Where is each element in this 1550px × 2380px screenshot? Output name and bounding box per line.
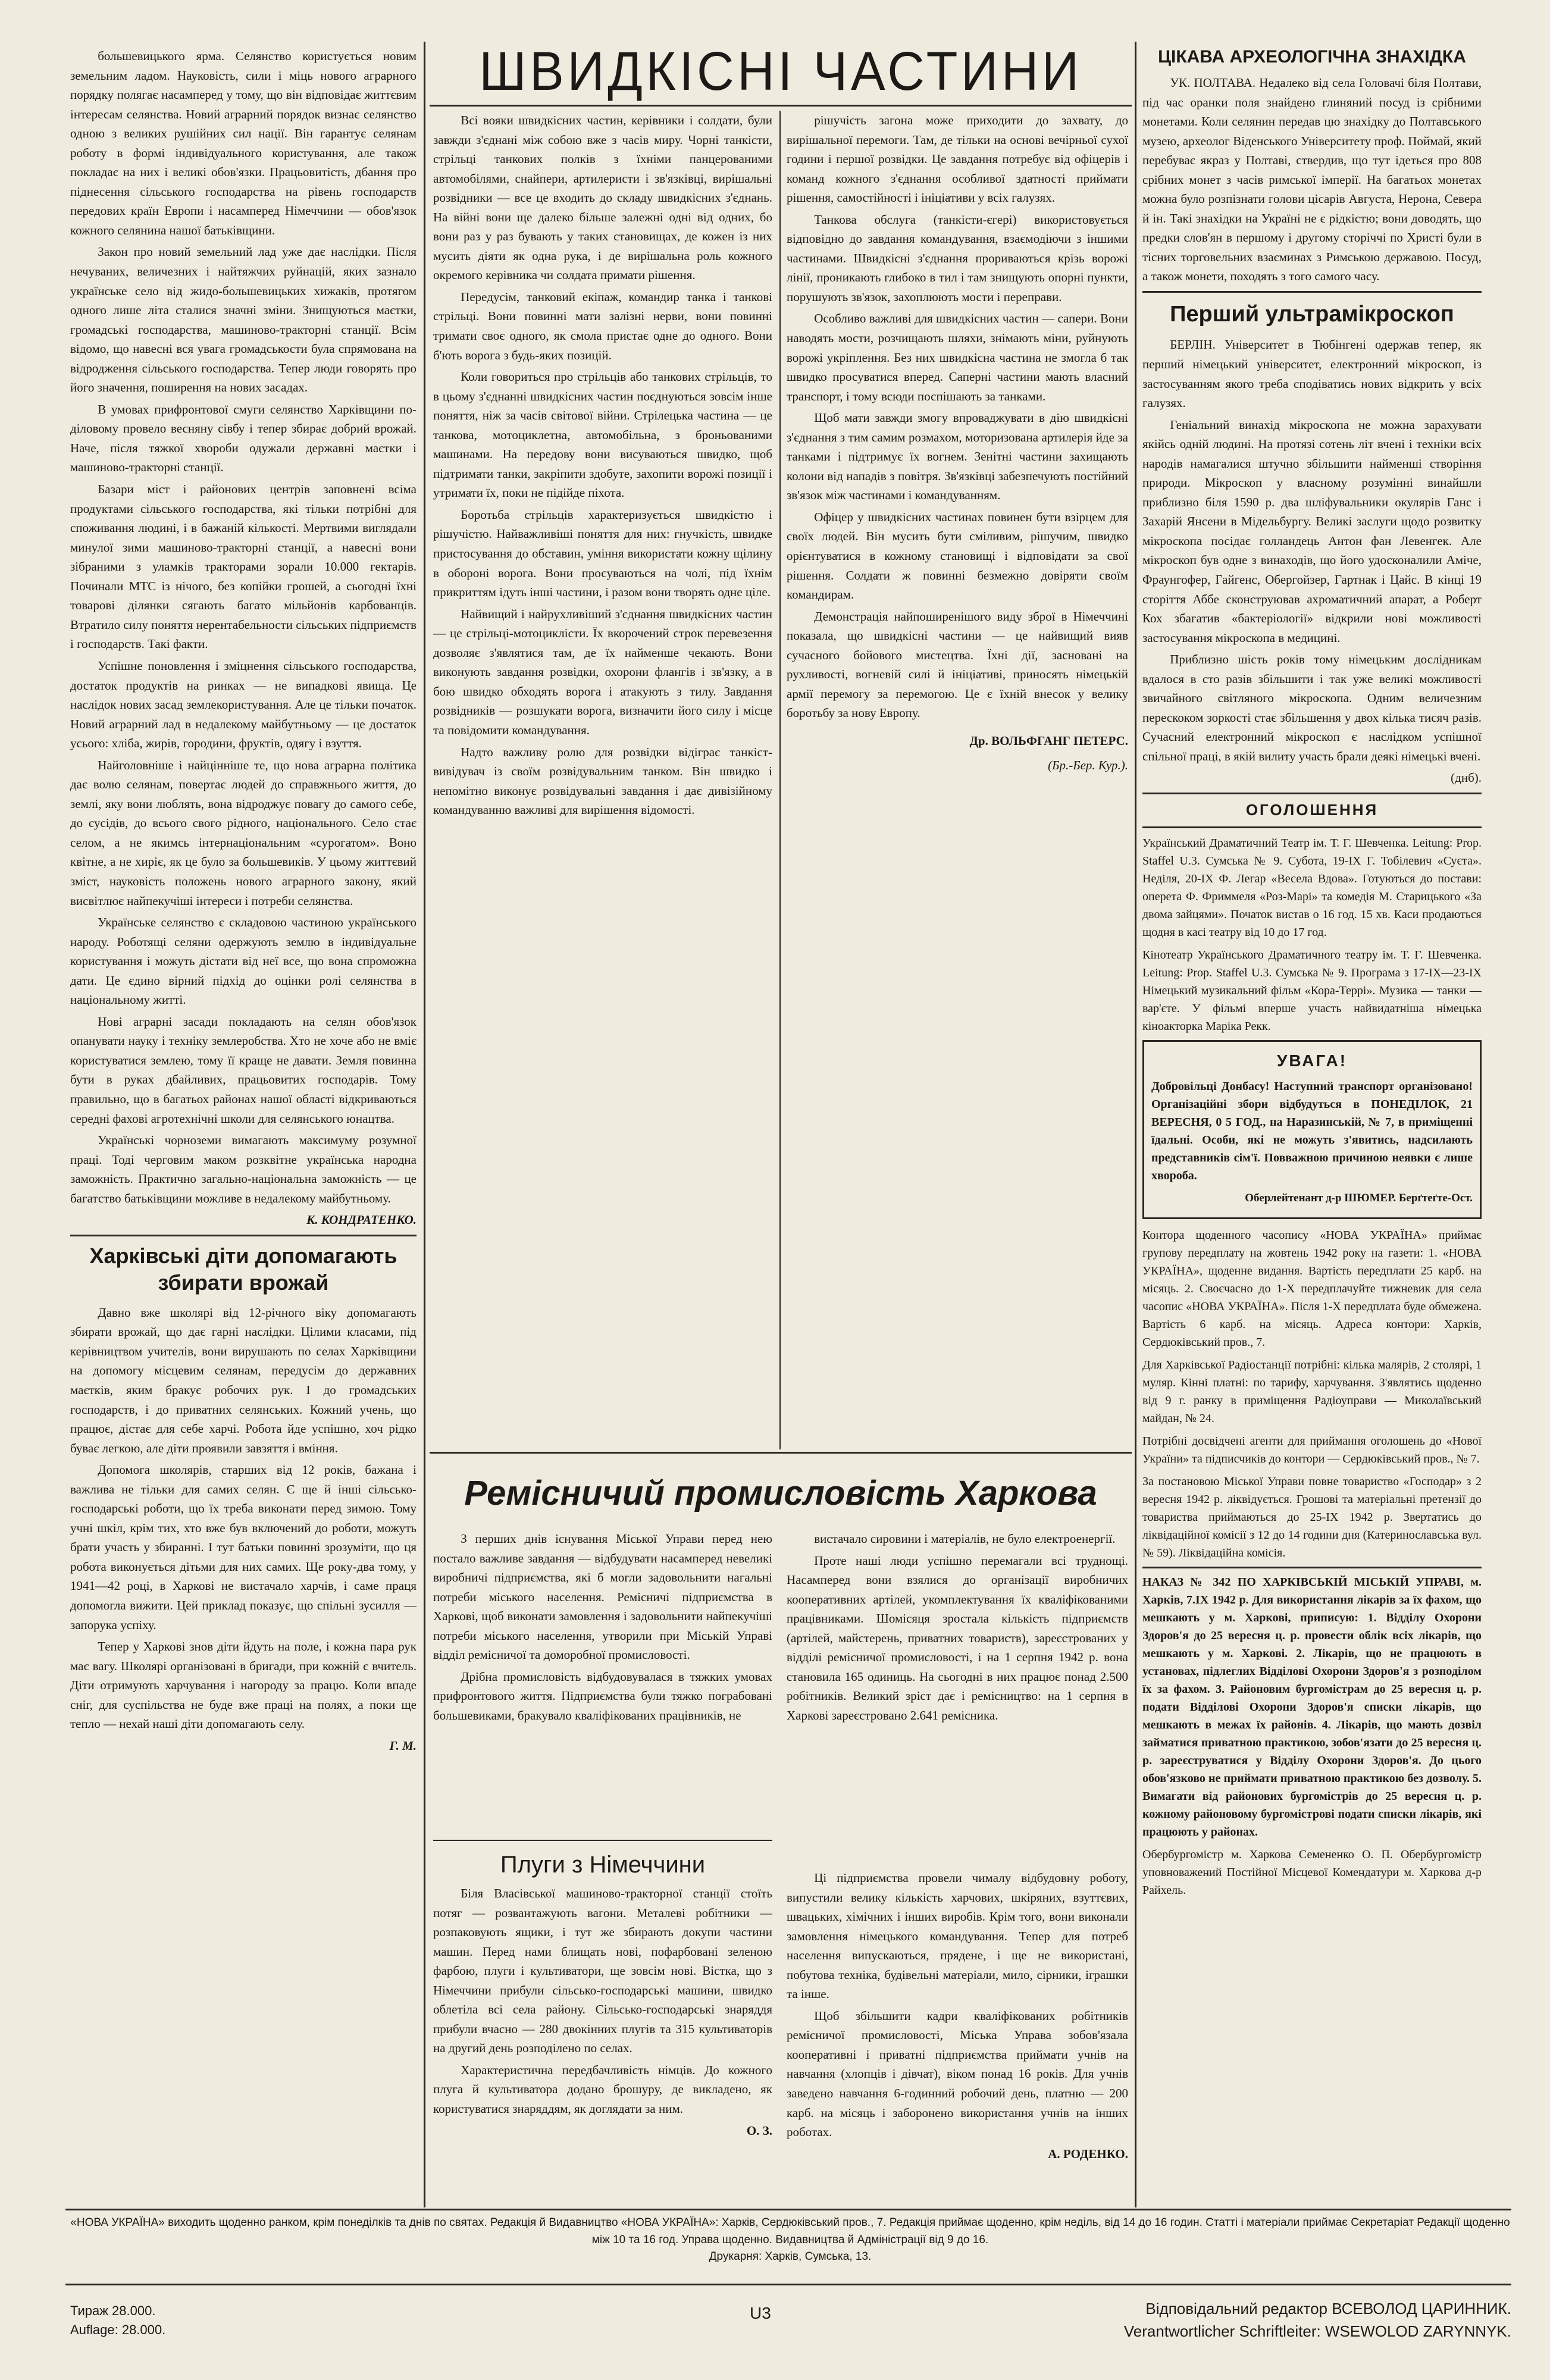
paragraph: Приблизно шість років тому німецьким дослідникам вдалося в сто разів збільшити і так уже великі можливості звичайного світляного мікроскопа. Одним величезним перескоком зоркості стає збільшення у двох кілька тисяч разів. Сучасний електронний мікроскоп є наслідком успішної спільної праці, в якій вилиту участь брали деякі німецькі вчені. (1142, 652, 1482, 763)
paragraph: Передусім, танковий екіпаж, командир танка і танкові стрільці. Вони повинні мати залізні нерви, вони повинні тримати своє одного, як смола пристає одне до одного. Вони б'ють ворога з будь-яких позицій. (433, 289, 772, 362)
agrarian-article-signature: К. КОНДРАТЕНКО. (306, 1213, 417, 1227)
publisher-info (70, 2215, 1510, 2266)
fast-units-signature: Др. ВОЛЬФГАНГ ПЕТЕРС. (969, 733, 1128, 748)
crafts-signature: А. РОДЕНКО. (1048, 2146, 1128, 2161)
paragraph: Успішне поновлення і зміцнення сільського господарства, достаток продуктів на ринках — не випадкові явища. Це наслідок нових засад землекористування. Але це тільки початок. Новий аграрний лад в недалекому майбутньому — це достаток усього: хліба, жирів, городини, фруктів, одягу і взуття. (70, 658, 417, 751)
plows-signature: О. З. (746, 2123, 772, 2138)
fast-units-source: (Бр.-Бер. Кур.). (1048, 757, 1128, 772)
paragraph: большевицького ярма. Селянство користується новим земельним ладом. Науковість, сили і міць нового аграрного порядку полягає насамперед у тому, що він відповідає життєвим інтересам селянства. Новий аграрний порядок визнає селянство одною з великих рушійних сил нації. Він гарантує селянам роботу в формі індивідуального користування, але також покладає на них і великі обов'язки. Працьовитість, дбання про піднесення сільського господарства на рівень господарств передових країн Европи і насамперед Німеччини — обов'язок кожного селянина нашої батьківщини. (70, 49, 417, 237)
children-article-title: Харківські діти допомагають збирати врожай (89, 1243, 397, 1295)
plows-article-title: Плуги з Німеччини (500, 1852, 706, 1878)
paragraph: Щоб мати завжди змогу впроваджувати в дію швидкісні з'єднання з тим самим розмахом, моторизована артилерія йде за танками і підтримує їх вогнем. Зенітні частини захищають колони від нападів з повітря. Зв'язківці забезпечують постійний зв'язок між частинами і командуванням. (787, 411, 1128, 503)
paragraph: Боротьба стрільців характеризується швидкістю і рішучістю. Найважливіші поняття для них: гнучкість, швидке пристосування до обставин, уміння використати кожну щілину в обороні ворога. Вони просуваються на чолі, під їхнім прикриттям ідуть інші частини, і разом вони творять одне ціле. (433, 507, 772, 600)
editor: Відповідальний редактор ВСЕВОЛОД ЦАРИННИК. (1145, 2300, 1511, 2318)
crafts-part2 (787, 1529, 1128, 1725)
agrarian-article (70, 46, 417, 1208)
printing-house: Друкарня: Харків, Сумська, 13. (709, 2250, 872, 2263)
notice-signature: Оберлейтенант д-р ШЮМЕР. Берґтеґте-Ост. (1245, 1191, 1473, 1204)
microscope-article (1142, 335, 1482, 766)
divider (1142, 826, 1482, 828)
footer-rule (65, 2209, 1511, 2210)
print-mark: U3 (750, 2304, 771, 2322)
paragraph: Геніальний винахід мікроскопа не можна зарахувати якійсь одній людині. На протязі сотень літ вчені і техніки всіх народів намагалися штучно збільшити найменші створіння природи. Мікроскоп у власному розумінні винайшли приблизно біля 1590 р. два шліфувальники окулярів Ганс і Захарій Янсени в Мідельбургу. Великі заслуги щодо розвитку мікроскопа посідає голландець Антон фан Левенгек. Але мікроскоп був одне з винаходів, що його удосконалили Аміче, Фраунгофер, Гайгенс, Обергойзер, Гартнак і Цайс. В кінці 19 сторіття Аббе сконструював ахроматичний апарат, а Роберт Кох збагатив «бактеріології» відкрили нові можливості застосування мікроскопа в медицині. (1142, 417, 1482, 645)
section-rule (430, 1452, 1132, 1454)
paragraph: Найвищий і найрухливіший з'єднання швидкісних частин — це стрільці-мотоциклісти. Їх вкорочений строк перевезення дозволяє з'являтися там, де їх найменше чекають. Вони виконують завдання розвідки, охорони флангів і зв'язку, а в бою швидко обходять ворога і атакують з тилу. Завдання розвідників — розшукати ворога, визначити його силу і місце та повідомити командування. (433, 606, 772, 737)
children-article-signature: Г. М. (389, 1738, 417, 1753)
column-rule (1135, 42, 1136, 2207)
announcement: Кінотеатр Українського Драматичного театру ім. Т. Г. Шевченка. Leitung: Prop. Staffel U.3. Сумська № 9. Програма з 17-IX—23-IX Німецький музикальний фільм «Кора-Террі». Музика — танки — вар'єте. У фільмі вперше участь найвидатніша німецька кіноакторка Маріка Рекк. (1142, 948, 1482, 1034)
paragraph: Особливо важливі для швидкісних частин — сапери. Вони наводять мости, розчищають шляхи, знімають міни, руйнують ворожі укріплення. Без них швидкісна частина не змогла б так швидко просуватися вперед. Саперні частини мають власний транспорт, і тому всюди поспішають за танками. (787, 311, 1128, 403)
paragraph: Українські чорноземи вимагають максимуму розумної праці. Тоді черговим маком розквітне українська народна заможність. Практично загально-національна заможність — це багатство батьківщини можливе в недалекому майбутньому. (70, 1133, 417, 1205)
circulation-block (70, 2301, 165, 2340)
archeology-title: ЦІКАВА АРХЕОЛОГІЧНА ЗНАХІДКА (1158, 47, 1466, 67)
paragraph: Найголовніше і найцінніше те, що нова аграрна політика дає волю селянам, повертає людей до справжнього життя, до землі, яку вони люблять, вона відроджує повагу до самого себе, до сусідів, до всього свого рідного, національного. Село стає селом, а не якимсь інтернаціональним «сурогатом». Воно квітне, а не хиріє, як це було за большевиків. У цьому життєвий зміст, науковість положень нового аграрного закону, який висвітлює найпекучіші інтереси і потреби селянства. (70, 757, 417, 908)
notice-text: Добровільці Донбасу! Наступний транспорт організовано! Організаційні збори відбудуться в ПОНЕДІЛОК, 21 ВЕРЕСНЯ, 0 5 ГОД., на Наразинській, № 7, в приміщенні їдальні. Особи, які не можуть з'явитись, надсилають представників сім'ї. Повважною причиною неявки є лише хвороба. (1151, 1079, 1473, 1182)
section-rule (433, 1840, 772, 1841)
announcements-title: ОГОЛОШЕННЯ (1245, 800, 1379, 819)
divider (70, 1235, 417, 1236)
paragraph: Коли говориться про стрільців або танкових стрільців, то в цьому з'єднанні швидкісних частин поєднуються зовсім інше поняття, ніж за часів світової війни. Стрілецька частина — це танкова, мотоциклетна, автомобільна, з броньованими машинами. На передову вони висуваються швидко, щоб підтримати танки, закріпити здобуте, захопити ворожі позиції і утримати їх, поки не підійде піхота. (433, 369, 772, 500)
paragraph: В умовах прифронтової смуги селянство Харківщини по-діловому провело весняну сівбу і тепер збирає добрий врожай. Наче, після тяжкої хвороби одужали державні маєтки і машиново-тракторні станції. (70, 402, 417, 475)
main-headline: ШВИДКІСНІ ЧАСТИНИ (479, 41, 1082, 102)
paragraph: Тепер у Харкові знов діти йдуть на поле, і кожна пара рук має вагу. Школярі організовані в бригади, при кожній є вчитель. Діти отримують харчування і нагороду за працю. Коли впаде сніг, для суспільства не буде вже праці на полях, а поки ще тепло — нехай наші діти допомагають селу. (70, 1639, 417, 1731)
paragraph: Допомога школярів, старших від 12 років, бажана і важлива не тільки для самих селян. Є ще й інші сільсько-господарські роботи, що їх треба виконати перед зимою. Тому учні шкіл, крім тих, хто вже був включений до роботи, можуть брати участь у збиранні. І тут батьки повинні зрозуміти, що ця робота виконується дітьми для них самих. Ще року-два тому, у 1941—42 році, в Харкові не вистачало харчів, і саме праця допомогла вижити. Цей приклад показує, що спільні зусилля — запорука успіху. (70, 1463, 417, 1632)
paragraph: З перших днів існування Міської Управи перед нею постало важливе завдання — відбудувати насамперед невеликі виробничі підприємства, які б могли задовольнити нагальні потреби міського населення. Ремісничі підприємства в Харкові, щоб виконати замовлення і задовольнити найпекучіші потреби міського населення, утворили при Міській Управі відділ ремісничої та доморобної промисловості. (433, 1532, 772, 1662)
paragraph: Біля Власівської машиново-тракторної станції стоїть потяг — розвантажують вагони. Металеві робітники — розпаковують ящики, і тут же збирають докупи частини машин. Перед нами блищать нові, пофарбовані зеленою фарбою, плуги і культиватори, ще зовсім нові. Вістка, що з Німеччини прибули сільсько-господарські машини, швидко облетіла всі села району. Сільсько-господарські знаряддя прибули вчасно — 280 двокінних плугів та 315 культиваторів на другий день розподілено по селах. (433, 1886, 772, 2056)
circulation-german: Auflage: 28.000. (70, 2322, 166, 2337)
paragraph: Базари міст і районових центрів заповнені всіма продуктами сільського господарства, які тільки потрібні для споживання людині, і в бажаній кількості. Мертвими виглядали минулої зими машиново-тракторні станції, а навесні вони зібраними з уламків тракторами зорали 10.000 гектарів. Починали МТС із нічого, без копійки грошей, а сьогодні їхні товарові ділянки сягають багато мільйонів карбованців. Втратило силу поняття нерентабельности сільських підприємств і господарств. Такі факти. (70, 482, 417, 652)
column-rule (424, 42, 425, 2207)
small-ad: Контора щоденного часопису «НОВА УКРАЇНА» приймає групову передплату на жовтень 1942 року на газети: 1. «НОВА УКРАЇНА», щоденне видання. Вартість передплати 25 карб. на місяць. 2. Своєчасно до 1-Х передплачуйте тижневик для села часопис «НОВА УКРАЇНА». Після 1-Х передплата буде обмежена. Вартість 6 карб. на місяць. Адреса контори: Харків, Сердюківський пров., 7. (1142, 1229, 1482, 1349)
paragraph: Ці підприємства провели чималу відбудовну роботу, випустили велику кількість харчових, шкіряних, взуттєвих, швацьких, хімічних і інших виробів. Крім того, вони виконали замовлення німецького командування. Тепер для потреб населення випускаються, прядене, і ще не використані, побутова техніка, будівельні матеріали, мило, сірники, іграшки та інше. (787, 1871, 1128, 2002)
editor-german: Verantwortlicher Schriftleiter: WSEWOLOD ZARYNNYK. (1123, 2322, 1511, 2340)
divider (1142, 793, 1482, 794)
notice-box (1142, 1040, 1482, 1219)
center-column-2 (787, 111, 1128, 1448)
divider (1142, 291, 1482, 293)
paragraph: Всі вояки швидкісних частин, керівники і солдати, були завжди з'єднані між собою вже з часів миру. Чорні танкісти, стрільці танкових полків з їхніми панцерованими автомобілями, снайпери, артилеристи і зв'язківці, вирішальні розвідники — все це входить до складу швидкісних з'єднань. На війні вони ще далеко більше залежні одні від одних, бо вони раз у раз бувають у таких становищах, де кожен із них мусить діяти як одна рука, і де вирішальна роль кожного окремого керівника чи солдата примати рішення. (433, 113, 772, 283)
paragraph: Нові аграрні засади покладають на селян обов'язок опанувати науку і техніку землеробства. Хто не хоче або не вміє користуватися землею, тому її краще не давати. Земля повинна бути в руках дбайливих, працьовитих господарів. Тому правильно, що в багатьох районах нашої області відкриваються середні фахові агротехнічні школи для селянського юнацтва. (70, 1014, 417, 1126)
paragraph: Проте наші люди успішно перемагали всі труднощі. Насамперед вони взялися до організації виробничих кооперативних артілей, укомплектування їх кваліфікованими працівниками. Шомісяця зростала кількість підприємств (артілей, майстерень, приватних товариств), зареєстрованих у відділі ремісничої промисловості, і на 1 серпня 1942 р. вона становила 165 одиниць. На сьогодні в них працює понад 2.500 робітників. Великий зріст дає і ремісництво: на 1 серпня в Харкові зареєстровано 2.641 ремісника. (787, 1553, 1128, 1723)
announcements-list (1142, 834, 1482, 1035)
paragraph: Танкова обслуга (танкісти-єгері) використовується відповідно до завдання командування, взаємодіючи з іншими частинами. Швидкісні з'єднання прориваються крізь ворожі лінії, проникають глибоко в тил і там знищують опорні пункти, порушують зв'язок, захоплюють мости і переправи. (787, 212, 1128, 304)
crafts-column-1 (433, 1529, 772, 1839)
paragraph: вистачало сировини і матеріалів, не було електроенергії. (814, 1532, 1116, 1546)
plows-article (433, 1884, 772, 2119)
publisher-line: «НОВА УКРАЇНА» виходить щоденно ранком, крім понеділків та днів по святах. Редакція й Видавництво «НОВА УКРАЇНА»: Харків, Сердюківський пров., 7. Редакція приймає щоденно, крім неділь, від 14 до 16 годин. Статті і матеріали приймає Секретаріат Редакції щоденно між 10 та 16 год. Управа щоденно. Видавництва й Адміністрації від 9 до 16. (70, 2216, 1510, 2246)
paragraph: Характеристична передбачливість німців. До кожного плуга й культиватора додано брошуру, де викладено, як користуватися знаряддям, як доглядати за ним. (433, 2062, 772, 2116)
editor-block (1012, 2298, 1511, 2343)
plows-column (433, 1846, 772, 2203)
small-ad: Для Харківської Радіостанції потрібні: кілька малярів, 2 столярі, 1 муляр. Кінні платні: по тарифу, харчування. З'являтись щоденно від 9 г. ранку в приміщення Радіоуправи — Миколаївський майдан, № 24. (1142, 1358, 1482, 1426)
paragraph: Давно вже школярі від 12-річного віку допомагають збирати врожай, що дає гарні наслідки. Цілими класами, під керівництвом учителів, вони вирушають по селах Харківщини на допомогу місцевим селянам, передусім до державних маєтків, яким бракує робочих рук. І до громадських господарств, і до приватних селянських. Кожний учень, що працює, дістає для себе харчі. Робота йде успішно, хоч рідко буває легкою, але діти проявили завзяття і вміння. (70, 1305, 417, 1455)
paragraph: рішучість загона може приходити до захвату, до вирішальної перемоги. Там, де тільки на основі вечірньої сухої години і першої розвідки. Це завдання потребує від офіцерів і команд кожного з'єднання особливої здатності приймати рішення, самостійності і ініціативи у всіх галузях. (787, 113, 1128, 205)
notice-title: УВАГА! (1276, 1051, 1348, 1070)
fast-units-article-part1 (433, 111, 772, 820)
archeology-article (1142, 73, 1482, 286)
paragraph: Офіцер у швидкісних частинах повинен бути взірцем для своїх людей. Він мусить бути сміливим, рішучим, швидко орієнтуватися в кожному становищі і відповідати за свої рішення. Солдати ж повинні безмежно довіряти своїм командирам. (787, 509, 1128, 602)
crafts-article-title: Ремісничий промисловість Харкова (464, 1474, 1097, 1512)
paragraph: УК. ПОЛТАВА. Недалеко від села Головачі біля Полтави, під час оранки поля знайдено глиняний посуд із срібними монетами. Коли селянин передав цю знахідку до Полтавського музею, археолог Віденського Університету проф. Поймай, який перебуває якраз у Полтаві, ствердив, що тут ідеться про 808 срібних монет з часів римської імперії. На багатьох монетах можна було розпізнати голови цісарів Августа, Нерона, Севера й ін. Такі знахідки на Україні не є рідкістю; вони доводять, що предки слов'ян в першому і другому сторіччі по Христі були в тісних торговельних взаєминах з Римською державою. Посуд, а також монети, походять з того самого часу. (1142, 76, 1482, 284)
left-column (70, 46, 417, 2206)
crafts-part1 (433, 1529, 772, 1725)
small-ads-list (1142, 1226, 1482, 1562)
microscope-source: (днб). (1451, 771, 1482, 785)
city-order-signature: Обербургомістр м. Харкова Семененко О. П. Обербургомістр уповноважений Постійної Місцевої Комендатури м. Харкова д-р Райхель. (1142, 1848, 1482, 1897)
paragraph: БЕРЛІН. Університет в Тюбінгені одержав тепер, як перший німецький університет, електронний мікроскоп, із застосуванням якого треба сподіватись нових відкрить у всіх галузях. (1142, 337, 1482, 411)
column-rule (779, 111, 781, 1449)
paragraph: Щоб збільшити кадри кваліфікованих робітників ремісничої промисловості, Міська Управа зобов'язала кооперативні і приватні підприємства приймати учнів на навчання (хлопців і дівчат), віком понад 16 років. Для учнів заведено навчання 6-годинний робочий день, платню — 200 карб. на місяць і заборонено використання учнів на інших роботах. (787, 2008, 1128, 2140)
crafts-part3 (787, 1868, 1128, 2142)
small-ad: За постановою Міської Управи повне товариство «Господар» з 2 вересня 1942 р. ліквідується. Грошові та матеріальні претензії до товариства приймаються до 25-IX 1942 р. Звертатись до ліквідаційної комісії з 12 до 14 години дня (Катеринославська вул. № 59). Ліквідаційна комісія. (1142, 1475, 1482, 1560)
paragraph: Демонстрація найпоширенішого виду зброї в Німеччині показала, що швидкісні частини — це найвищий вияв сучасного бойового мистецтва. Їхні дії, засновані на рухливості, вогневій силі й ініціативі, приносять німецькій армії перемогу за перемогою. Це є їхній внесок у велику боротьбу за нову Европу. (787, 609, 1128, 721)
children-article (70, 1303, 417, 1734)
center-column-1 (433, 111, 772, 1448)
paragraph: Українське селянство є складовою частиною українського народу. Роботящі селяни одержують землю в індивідуальне користування і можуть дістати від неї все, що вона спроможна дати. Це єдино вірний підхід до оцінки ролі селянства в національному житті. (70, 915, 417, 1007)
crafts-column-3 (787, 1868, 1128, 2207)
paragraph: Дрібна промисловість відбудовувалася в тяжких умовах прифронтового життя. Підприємства були тяжко пограбовані большевиками, бракувало кваліфікованих працівників, не (433, 1669, 772, 1723)
microscope-title: Перший ультрамікроскоп (1170, 302, 1454, 327)
announcement: Український Драматичний Театр ім. Т. Г. Шевченка. Leitung: Prop. Staffel U.3. Сумська № 9. Субота, 19-IX Г. Тобілевич «Суєта». Неділя, 20-IX Ф. Легар «Весела Вдова». Готуються до постави: оперета Ф. Фриммеля «Роз-Марі» та комедія М. Старицького «За двома зайцями». Початок вистав о 16 год. 15 хв. Каси продаються щодня в касі театру від 10 до 17 год. (1142, 837, 1482, 940)
headline-rule (430, 105, 1132, 107)
paragraph: Надто важливу ролю для розвідки відіграє танкіст-вивідувач із своїм розвідувальним танком. Він швидко і непомітно виконує розвідувальні завдання і дає дивізійному командуванню важливі для вирішення відомості. (433, 744, 772, 818)
circulation: Тираж 28.000. (70, 2303, 156, 2318)
footer-rule (65, 2284, 1511, 2285)
small-ad: Потрібні досвідчені агенти для приймання оголошень до «Нової України» та підписчиків до контори — Сердюківський пров., № 7. (1142, 1435, 1482, 1466)
fast-units-article-part2 (787, 111, 1128, 723)
paragraph: Закон про новий земельний лад уже дає наслідки. Після нечуваних, величезних і найтяжчих руйнацій, яких зазнало українське село від жидо-большевицьких хижаків, протягом одного лише літа сталися значні зміни. Знищуються маєтки, громадські господарства, машиново-тракторні станції. Всім відомо, що навесні вся увага громадськости була спрямована на відродження сільського господарства. Тепер люди говорять про його значення, поширення на нових засадах. (70, 245, 417, 395)
city-order: НАКАЗ № 342 ПО ХАРКІВСЬКІЙ МІСЬКІЙ УПРАВІ, м. Харків, 7.IX 1942 р. Для використання лікарів за їх фахом, що мешкають у м. Харкові, приписую: 1. Відділу Охорони Здоров'я до 25 вересня ц. р. провести облік всіх лікарів, що мешкають у м. Харкові. 2. Лікарів, що не працюють в установах, підлеглих Відділові Охорони Здоров'я з розподілом їх за фахом. 3. Районовим бургомістрам до 25 вересня ц. р. подати Відділові Охорони Здоров'я списки лікарів, що мешкають в межах їх районів. 4. Лікарів, що мають дозвіл займатися приватною практикою, зобов'язати до 25 вересня ц. р. зареєструватися у Відділу Охорони Здоров'я. До цього обов'язково не приймати приватною практикою без дозволу. 5. Вимагати від районових бургомістрів до 25 вересня ц. р. кожному районовому бургомістрові подати списки лікарів, які працюють у районах. (1142, 1576, 1482, 1839)
right-column (1142, 42, 1482, 2206)
crafts-column-2 (787, 1529, 1128, 1862)
divider (1142, 1567, 1482, 1568)
